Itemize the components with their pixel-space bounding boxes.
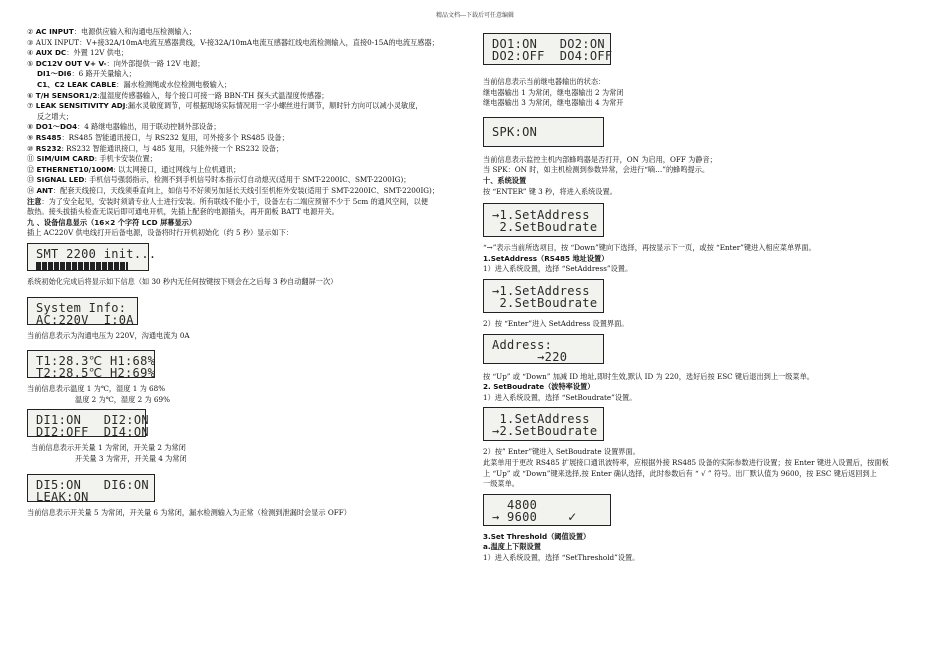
item-marker: ⑫ [27, 164, 37, 174]
item-marker: ⑭ [27, 185, 37, 195]
lcd-row: System Info: [36, 301, 127, 316]
item-marker: ⑤ [27, 58, 36, 68]
intro-line [27, 27, 472, 38]
right-column [483, 33, 928, 563]
item-label: DC12V OUT V+ V- [35, 58, 107, 68]
lcd-row: T2:28.5℃ H2:69% [36, 366, 156, 381]
step-text: 2）按 “Enter”进入 SetAddress 设置界面。 [483, 318, 629, 328]
left-column [27, 27, 472, 519]
intro-line [27, 91, 472, 102]
item-label: DI1～DI6 [37, 69, 72, 79]
item-label: ETHERNET10/100M [36, 164, 114, 174]
intro-line [27, 207, 472, 218]
item-text: :漏水灵敏度调节，可根据现场实际情况用一字小螺丝进行调节，顺时针方向可以减小灵敏度， [125, 101, 423, 111]
lcd-menu-display [483, 203, 604, 237]
lcd-row: →220 [492, 349, 568, 364]
item-label: 九 、设备信息显示（16×2 个字符 LCD 屏幕显示） [27, 217, 197, 227]
item-text: ：4 路继电器输出，用于联动控制外部设备； [77, 122, 221, 132]
subsection-title: 1.SetAddress（RS485 地址设置） [483, 253, 609, 263]
check-icon: ✓ [567, 509, 578, 524]
caption-do: 继电器输出 1 为常闭，继电器输出 2 为常闭 [483, 87, 624, 97]
lcd-row: T1:28.3℃ H1:68% [36, 354, 156, 369]
lcd-di-display [27, 409, 149, 440]
item-marker: ⑨ [27, 132, 36, 142]
intro-line [27, 48, 472, 59]
item-label: RS232 [35, 143, 62, 153]
item-label: SIM/UIM CARD [36, 154, 95, 164]
item-marker: ⑧ [27, 122, 36, 132]
lcd-row: DI1:ON DI2:ON [36, 413, 149, 428]
caption-spk: 当 SPK：ON 时，如主机检测到参数异常，会进行“嘀…”的蜂鸣提示。 [483, 165, 710, 175]
item-text: AUX INPUT：V+接32A/10mA电流互感器黄线，V-接32A/10mA电流互感器红线电流检测输入，直接0-15A的电流互感器； [35, 37, 439, 47]
lcd-row [492, 511, 602, 523]
caption-do: 当前信息表示当前继电器输出的状态： [483, 77, 606, 86]
item-text: ：为了安全起见，安装时须请专业人士进行安装。所有联线不能小于，设备左右二端应预留不少于 5cm 的通风空间，以便 [41, 196, 428, 206]
lcd-temp-humidity-display [27, 350, 156, 381]
step-text: 2）按” Enter”键进入 SetBoudrate 设置界面。 [483, 447, 640, 457]
page-header: 精品文档---下载后可任意编辑 [435, 12, 515, 19]
lcd-row: DO1:ON DO2:ON [492, 37, 605, 51]
intro-line [27, 197, 472, 208]
item-text: ：6 路开关量输入； [71, 69, 136, 79]
intro-line [27, 80, 472, 91]
lcd-row: 2.SetBoudrate [492, 220, 598, 235]
caption-info: 当前信息表示为沟通电压为 220V，沟通电流为 0A [27, 331, 190, 341]
lcd-address-display [483, 334, 604, 364]
item-text: : RS232 智能通讯接口，与 485 复用，只能外接一个 RS232 设备； [61, 143, 284, 153]
lcd-progress-bar [36, 260, 140, 272]
intro-line [27, 133, 472, 144]
lcd-spk-display [483, 117, 604, 147]
item-label: AUX DC [35, 48, 67, 58]
address-note: 按 “Up” 或 “Down” 加减 ID 地址,即时生效,默认 ID 为 220，选好后按 ESC 键后退出到上一级菜单。 [483, 371, 814, 381]
lcd-baud-value: → 9600 [492, 509, 538, 524]
step-text: 1）进入系统设置，选择 “SetThreshold”设置。 [483, 552, 640, 562]
intro-line [27, 144, 472, 155]
baud-note: 上 “Up” 或 “Down”键来选择,按 Enter 确认选择，此时参数后有 “ √ ” 符号。出厂默认值为 9600，按 ESC 键后返回到上 [483, 468, 877, 478]
item-marker: ⑪ [27, 154, 37, 164]
item-label: RS485 [35, 132, 62, 142]
item-marker: ⑦ [27, 101, 36, 111]
item-text: : 以太网接口，通过网线与上位机通讯； [113, 164, 241, 174]
lcd-init-display [27, 243, 157, 271]
subsection-subtitle: a.温度上下限设置 [483, 542, 541, 552]
intro-line [27, 122, 472, 133]
item-text: ：外置 12V 供电； [66, 48, 129, 58]
intro-line [27, 154, 472, 165]
item-text: ：电源供应输入和沟通电压检测输入； [73, 27, 196, 36]
baud-note: 一级菜单。 [483, 479, 519, 489]
caption-spk: 当前信息表示监控主机内部蜂鸣器是否打开，ON 为启用，OFF 为静音； [483, 154, 717, 164]
caption-th: 温度 2 为℃，湿度 2 为 69% [75, 394, 170, 404]
menu-hint: “→”表示当前所选项目，按 “Down”键向下选择，再按显示下一页，或按 “Enter”键进入相应菜单界面。 [483, 243, 816, 253]
section-intro: 按 “ENTER” 键 3 秒，将进入系统设置。 [483, 186, 617, 196]
lcd-row: LEAK:ON [36, 490, 89, 505]
lcd-row: 4800 [492, 497, 538, 512]
caption-th: 当前信息表示温度 1 为℃，湿度 1 为 68% [27, 384, 166, 394]
item-text: 反之增大； [37, 111, 73, 121]
subsection-title: 2. SetBoudrate（波特率设置） [483, 382, 595, 392]
item-text: : 手机卡安装位置； [94, 154, 157, 164]
item-text: ：向外部提供一路 12V 电源； [106, 58, 205, 68]
item-marker: ⑬ [27, 175, 37, 185]
section-title: 十、系统设置 [483, 175, 527, 185]
intro-line [27, 165, 472, 176]
lcd-menu-display [483, 407, 604, 441]
lcd-info-display [27, 297, 138, 328]
intro-line [27, 59, 472, 70]
intro-line [27, 38, 472, 49]
item-marker: ⑥ [27, 90, 36, 100]
item-text: ：漏水检测绳或水位检测电极输入； [116, 79, 232, 89]
item-label: T/H SENSOR1/2 [35, 90, 98, 100]
item-label: DO1～DO4 [35, 122, 78, 132]
caption-di: 当前信息表示开关量 1 为常闭，开关量 2 为常闭 [31, 443, 186, 453]
caption-init: 系统初始化完成后将显示如下信息（如 30 秒内无任何按键按下则会在之后每 3 秒自动翻屏一次） [27, 276, 338, 286]
item-marker: ③ [27, 37, 36, 47]
item-text: ：RS485 智能通讯接口，与 RS232 复用，可外接多个 RS485 设备； [61, 132, 289, 142]
baud-note: 此菜单用于更改 RS485 扩展接口通讯波特率，应根据外接 RS485 设备的实际参数进行设置；按 Enter 键进入设置后，按面板 [483, 457, 889, 467]
intro-line [27, 69, 472, 80]
lcd-row: SMT 2200 init... [36, 246, 157, 261]
lcd-row: 1.SetAddress [492, 412, 590, 427]
item-label: ANT [36, 185, 53, 195]
item-label: SIGNAL LED [36, 175, 85, 185]
lcd-row: →2.SetBoudrate [492, 424, 598, 439]
lcd-row: DI2:OFF DI4:ON [36, 425, 149, 440]
item-text: ：配套天线接口，天线须垂直向上，如信号不好须另加延长天线引至机柜外安装(适用于 SMT-2200IC、SMT-2200IG)； [52, 185, 440, 195]
item-marker: ② [27, 27, 36, 36]
item-label: 注意 [27, 196, 42, 206]
item-marker: ⑩ [27, 143, 36, 153]
intro-line [27, 101, 472, 112]
item-text: :温湿度传感器输入，每个接口可接一路 BBN-TH 探头式温湿度传感器； [97, 90, 329, 100]
item-label: AC INPUT [35, 27, 74, 36]
intro-line [27, 218, 472, 229]
intro-line [27, 112, 472, 123]
item-text: 散热。接头拔插头检查无误后即可通电开机，先插上配套的电源插头，再开面板 BATT 电源开关。 [27, 207, 339, 217]
lcd-row: AC:220V I:0A [36, 313, 134, 328]
lcd-row: Address: [492, 337, 553, 352]
lcd-row: →1.SetAddress [492, 283, 590, 298]
caption-di: 开关量 3 为常开，开关量 4 为常闭 [75, 453, 187, 463]
intro-line [27, 228, 472, 239]
item-text: : 手机信号强弱指示，检测不到手机信号时本指示灯自动熄灭(适用于 SMT-2200IC、SMT-2200IG)； [84, 175, 411, 185]
lcd-baud-display [483, 494, 611, 526]
lcd-di5-display [27, 474, 155, 505]
intro-line [27, 175, 472, 186]
caption-do: 继电器输出 3 为常闭，继电器输出 4 为常开 [483, 98, 624, 108]
item-label: LEAK SENSITIVITY ADJ [35, 101, 126, 111]
step-text: 1）进入系统设置，选择 “SetAddress”设置。 [483, 264, 633, 274]
lcd-row: 2.SetBoudrate [492, 295, 598, 310]
lcd-row: DO2:OFF DO4:OFF [492, 49, 613, 63]
item-marker: ④ [27, 48, 36, 58]
left-intro-lines [27, 27, 472, 239]
intro-line [27, 186, 472, 197]
item-text: 插上 AC220V 供电线打开后备电源，设备将时行开机初始化（约 5 秒）显示如下： [27, 228, 294, 238]
lcd-menu-display [483, 279, 604, 313]
item-label: C1、C2 LEAK CABLE [37, 79, 117, 89]
lcd-do-display [483, 33, 611, 65]
lcd-row: DI5:ON DI6:ON [36, 478, 149, 493]
subsection-title: 3.Set Threshold（阈值设置） [483, 531, 591, 541]
step-text: 1）进入系统设置，选择 “SetBoudrate”设置。 [483, 392, 637, 402]
caption-di5: 当前信息表示开关量 5 为常闭，开关量 6 为常闭，漏水检测输入为正常（检测到泄漏时会显示 OFF） [27, 508, 351, 518]
lcd-row: →1.SetAddress [492, 208, 590, 223]
lcd-row: SPK:ON [492, 124, 538, 139]
